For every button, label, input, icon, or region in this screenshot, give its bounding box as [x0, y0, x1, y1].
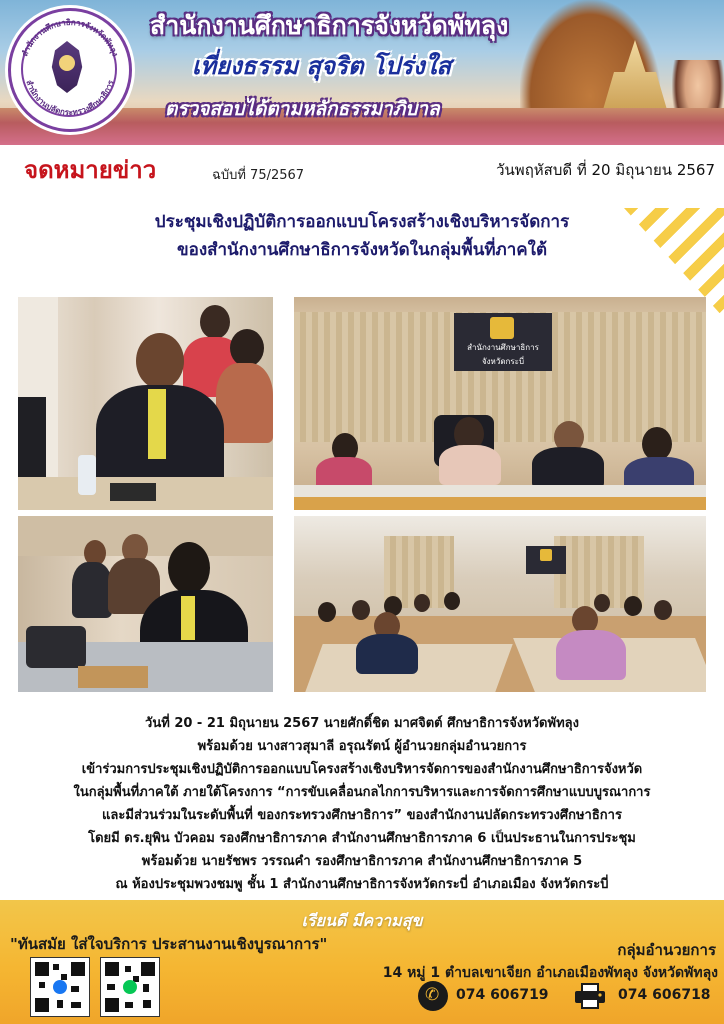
headline-line-1: ประชุมเชิงปฏิบัติการออกแบบโครงสร้างเชิงบริหารจัดการ [154, 212, 570, 232]
fax-number: 074 606718 [618, 987, 711, 1003]
fax-icon [574, 983, 606, 1009]
body-line-2: พร้อมด้วย นางสาวสุมาลี อรุณรัตน์ ผู้อำนวยกลุ่มอำนวยการ [197, 739, 527, 754]
publish-date: วันพฤหัสบดี ที่ 20 มิถุนายน 2567 [496, 161, 715, 179]
issue-number: ฉบับที่ 75/2567 [212, 168, 305, 183]
photo-head-table [294, 297, 706, 510]
phone-icon: ✆ [418, 981, 448, 1011]
footer-department: กลุ่มอำนวยการ [617, 941, 716, 959]
footer-motto: "ทันสมัย ใส่ใจบริการ ประสานงานเชิงบูรณาการ" [10, 935, 328, 953]
svg-text:สำนักงานปลัดกระทรวงศึกษาธิการ: สำนักงานปลัดกระทรวงศึกษาธิการ [24, 78, 116, 118]
headline-line-2: ของสำนักงานศึกษาธิการจังหวัดในกลุ่มพื้นที่ภาคใต้ [176, 240, 547, 260]
footer-tagline: เรียนดี มีความสุข [301, 911, 423, 930]
line-qr-code[interactable] [100, 957, 160, 1017]
slogan-integrity: เที่ยงธรรม สุจริต โปร่งใส [192, 52, 452, 80]
photo-meeting-room-wide [294, 516, 706, 692]
facebook-qr-code[interactable] [30, 957, 90, 1017]
body-line-6: โดยมี ดร.ยุพิน บัวคอม รองศึกษาธิการภาค สำนักงานศึกษาธิการภาค 6 เป็นประธานในการประชุม [88, 831, 636, 846]
body-line-3: เข้าร่วมการประชุมเชิงปฏิบัติการออกแบบโครงสร้างเชิงบริหารจัดการของสำนักงานศึกษาธิการจังหวัด [81, 762, 643, 777]
body-line-7: พร้อมด้วย นายรัชพร วรรณคำ รองศึกษาธิการภาค สำนักงานศึกษาธิการภาค 5 [141, 854, 583, 869]
phone-number[interactable]: 074 606719 [456, 987, 549, 1003]
header-banner [0, 0, 724, 145]
photo-participant-portrait [18, 297, 273, 510]
logo-ring-text [11, 11, 129, 129]
office-title: สำนักงานศึกษาธิการจังหวัดพัทลุง [150, 11, 509, 40]
office-logo [8, 8, 132, 132]
body-line-8: ณ ห้องประชุมพวงชมพู ชั้น 1 สำนักงานศึกษาธิการจังหวัดกระบี่ อำเภอเมือง จังหวัดกระบี่ [115, 877, 609, 892]
photo-female-participant [18, 516, 273, 692]
body-line-4: ในกลุ่มพื้นที่ภาคใต้ ภายใต้โครงการ “การขับเคลื่อนกลไกการบริหารและการจัดการศึกษาแบบบูรณาการ [73, 785, 651, 800]
sign-line-2: จังหวัดกระบี่ [481, 357, 525, 366]
line-icon [123, 980, 137, 994]
facebook-icon [53, 980, 67, 994]
slogan-governance: ตรวจสอบได้ตามหลักธรรมาภิบาล [165, 98, 440, 120]
footer-address: 14 หมู่ 1 ตำบลเขาเจียก อำเภอเมืองพัทลุง จังหวัดพัทลุง [382, 965, 718, 981]
svg-text:สำนักงานศึกษาธิการจังหวัดพัทลุ: สำนักงานศึกษาธิการจังหวัดพัทลุง [20, 17, 120, 58]
body-line-1: วันที่ 20 - 21 มิถุนายน 2567 นายศักดิ์ชิต มาศจิตต์ ศึกษาธิการจังหวัดพัทลุง [145, 716, 579, 731]
sign-line-1: สำนักงานศึกษาธิการ [467, 343, 539, 352]
newsletter-label: จดหมายข่าว [24, 156, 157, 184]
body-line-5: และมีส่วนร่วมในระดับพื้นที่ ของกระทรวงศึกษาธิการ” ของสำนักงานปลัดกระทรวงศึกษาธิการ [102, 808, 622, 823]
